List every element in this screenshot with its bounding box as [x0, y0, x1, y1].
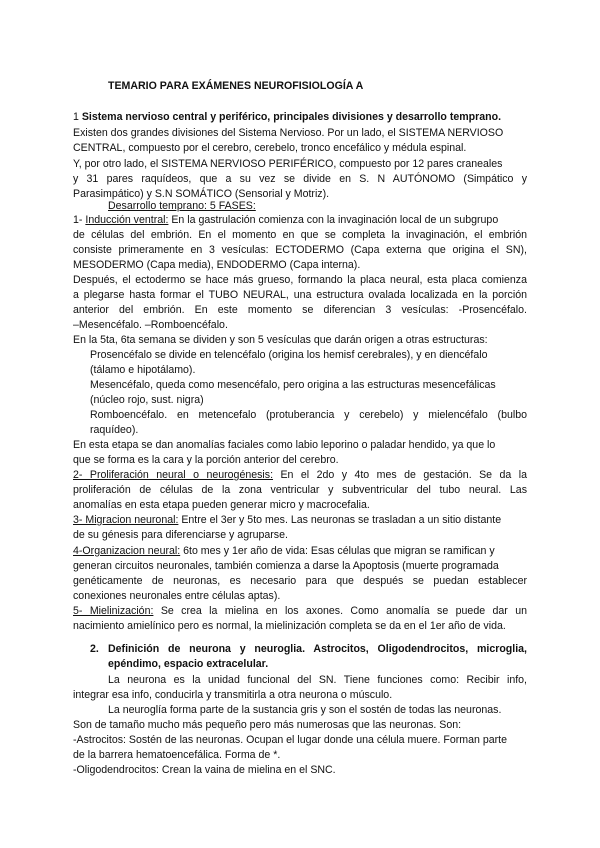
neuroglia-line-2: Son de tamaño mucho más pequeño pero más numerosas que las neuronas. Son:	[73, 719, 462, 731]
section-2-title-line-2: epéndimo, espacio extracelular.	[108, 658, 269, 670]
neural-plate-line-1: Después, el ectodermo se hace más grueso, formando la placa neural, esta placa comienza	[73, 274, 527, 286]
rhombencephalon-line-2: raquídeo).	[90, 424, 139, 436]
neuron-line-1: La neurona es la unidad funcional del SN. Tiene funciones como: Recibir info,	[108, 674, 527, 686]
astrocytes-line-1: -Astrocitos: Sostén de las neuronas. Ocupan el lugar donde una célula muere. Forman parte	[73, 734, 508, 746]
oligodendrocytes-line-1: -Oligodendrocitos: Crean la vaina de mielina en el SNC.	[73, 764, 336, 776]
phase-1-line-3: consiste primeramente en 3 vesículas: ECTODERMO (Capa externa que origina el SN),	[73, 244, 527, 256]
s1-intro-line-1: Existen dos grandes divisiones del Sistema Nervioso. Por un lado, el SISTEMA NERVIOSO	[73, 127, 504, 139]
phase-2-line-3: anomalías en esta etapa pueden generar micro y macrocefalia.	[73, 499, 370, 511]
phase-1-number: 1-	[73, 214, 86, 226]
phase-3-line-2: de su génesis para diferenciarse y agruparse.	[73, 529, 288, 541]
section-1-heading	[73, 110, 501, 125]
phase-5-text: Se crea la mielina en los axones. Como anomalía se puede dar un	[153, 605, 528, 617]
phase-5-line-1	[73, 604, 527, 619]
section-2-number: 2.	[90, 643, 99, 655]
phase-4-text: 6to mes y 1er año de vida: Esas células que migran se ramifican y	[180, 545, 495, 557]
section-1-number: 1	[73, 111, 82, 123]
phase-5-line-2: nacimiento amielínico pero es normal, la mielinización completa se da en el 1er año de vida.	[73, 620, 506, 632]
phase-1-text: En la gastrulación comienza con la invaginación local de un subgrupo	[168, 214, 499, 226]
phase-3-text: Entre el 3er y 5to mes. Las neuronas se trasladan a un sitio distante	[178, 514, 502, 526]
phase-4-label: 4-Organizacion neural:	[73, 545, 181, 557]
s1-intro-line-3: Y, por otro lado, el SISTEMA NERVIOSO PERIFÉRICO, compuesto por 12 pares craneales	[73, 158, 503, 170]
page-title: TEMARIO PARA EXÁMENES NEUROFISIOLOGÍA A	[108, 80, 364, 92]
phase-1-line-4: MESODERMO (Capa media), ENDODERMO (Capa interna).	[73, 259, 361, 271]
phase-4-line-1	[73, 544, 495, 559]
astrocytes-line-2: de la barrera hematoencefálica. Forma de *.	[73, 749, 281, 761]
section-1-title: Sistema nervioso central y periférico, principales divisiones y desarrollo temprano.	[81, 111, 502, 123]
s1-intro-line-4: y 31 pares raquídeos, que a su vez se divide en S. N AUTÓNOMO (Simpático y	[73, 173, 527, 185]
mesencephalon-line-1: Mesencéfalo, queda como mesencéfalo, pero origina a las estructuras mesencefálicas	[90, 379, 496, 391]
prosencephalon-line-2: (tálamo e hipotálamo).	[90, 364, 196, 376]
neural-plate-line-4: –Mesencéfalo. –Romboencéfalo.	[73, 319, 228, 331]
phase-4-line-3: genéticamente de neuronas, es necesario para que después se puedan establecer	[73, 575, 527, 587]
phase-1-line-2: de células del embrión. En el momento en que se completa la invaginación, el embrión	[73, 229, 527, 241]
phase-2-line-2: proliferación de células de la zona ventricular y subventricular del tubo neural. Las	[73, 484, 527, 496]
phase-4-line-2: generan circuitos neuronales, también comienza a darse la Apoptosis (muerte programada	[73, 560, 499, 572]
development-subtitle: Desarrollo temprano: 5 FASES:	[108, 200, 256, 212]
phase-3-line-1	[73, 513, 501, 528]
anomalies-line-2: que se forma es la cara y la porción anterior del cerebro.	[73, 454, 339, 466]
phase-1-label: Inducción ventral:	[85, 214, 169, 226]
neural-plate-line-3: anterior del embrión. En este momento se diferencian 3 vesículas: -Prosencéfalo.	[73, 304, 527, 316]
s1-intro-line-2: CENTRAL, compuesto por el cerebro, cerebelo, tronco encefálico y médula espinal.	[73, 142, 467, 154]
s1-intro-line-5: Parasimpático) y S.N SOMÁTICO (Sensorial y Motriz).	[73, 188, 330, 200]
phase-2-line-1	[73, 468, 527, 483]
phase-4-line-4: conexiones neuronales entre células aptas).	[73, 590, 281, 602]
prosencephalon-line-1: Prosencéfalo se divide en telencéfalo (origina los hemisf cerebrales), y en diencéfalo	[90, 349, 488, 361]
neural-plate-line-2: a plegarse hasta formar el TUBO NEURAL, una estructura ovalada localizada en la porción	[73, 289, 527, 301]
phase-2-label: 2- Proliferación neural o neurogénesis:	[73, 469, 274, 481]
anomalies-line-1: En esta etapa se dan anomalías faciales como labio leporino o paladar hendido, ya que lo	[73, 439, 496, 451]
phase-5-label: 5- Mielinización:	[73, 605, 154, 617]
rhombencephalon-line-1: Romboencéfalo. en metencefalo (protuberancia y cerebelo) y mielencéfalo (bulbo	[90, 409, 527, 421]
neuron-line-2: integrar esa info, conducirla y transmitirla a otra neurona o músculo.	[73, 689, 393, 701]
phase-2-text: En el 2do y 4to mes de gestación. Se da la	[273, 469, 527, 481]
vesicles-intro: En la 5ta, 6ta semana se dividen y son 5 vesículas que darán origen a otras estructuras:	[73, 334, 488, 346]
mesencephalon-line-2: (núcleo rojo, sust. nigra)	[90, 394, 204, 406]
phase-1-line-1	[73, 213, 498, 228]
phase-3-label: 3- Migracion neuronal:	[73, 514, 179, 526]
neuroglia-line-1: La neuroglía forma parte de la sustancia gris y son el sostén de todas las neuronas.	[108, 704, 502, 716]
section-2-title-line-1: Definición de neurona y neuroglia. Astrocitos, Oligodendrocitos, microglia,	[108, 643, 527, 655]
